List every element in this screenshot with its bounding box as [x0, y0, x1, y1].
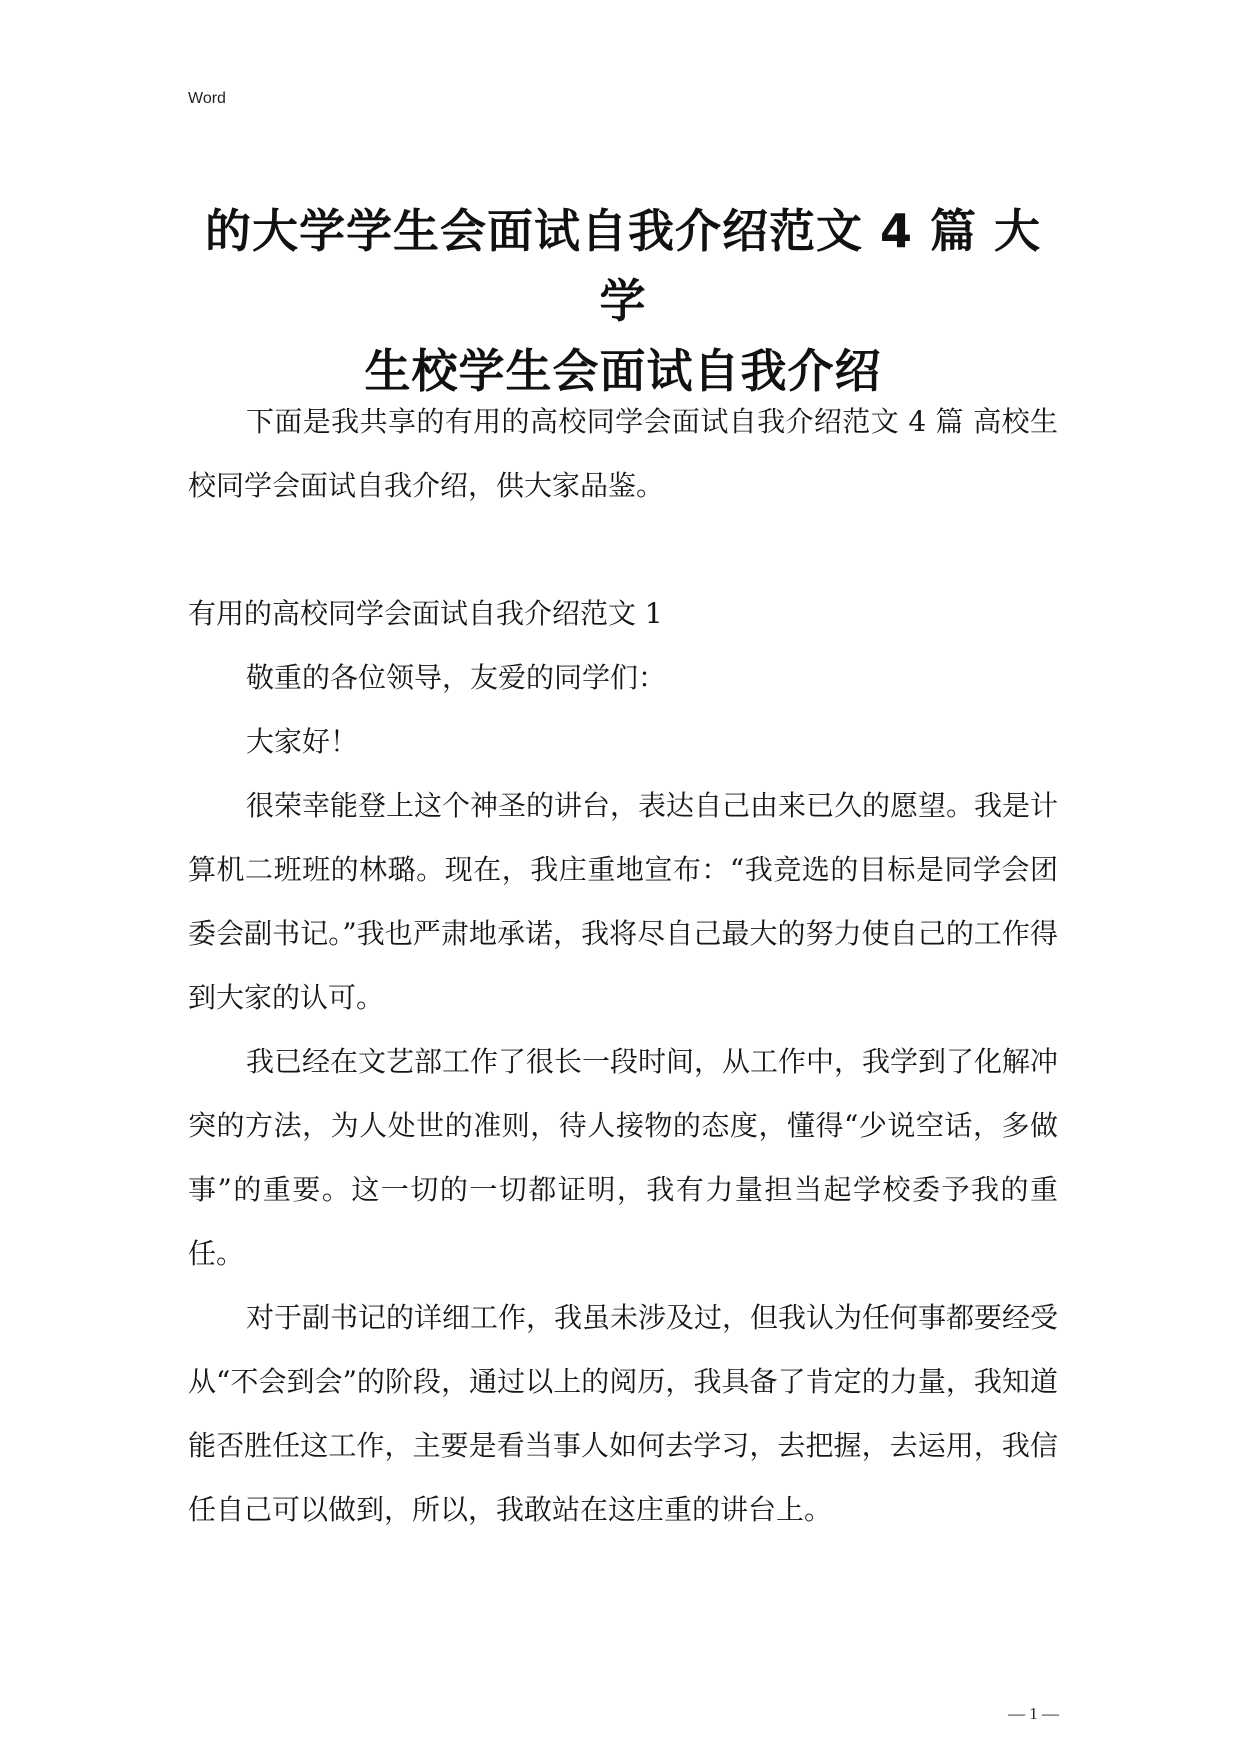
greeting-paragraph: 大家好！ [246, 725, 359, 758]
body-paragraph-3: 对于副书记的详细工作，我虽未涉及过，但我认为任何事都要经受从“不会到会”的阶段，通过以上的阅历，我具备了肯定的力量，我知道能否胜任这工作，主要是看当事人如何去学习，去把握，去运用，我信任自己可以做到，所以，我敢站在这庄重的讲台上。 [188, 1301, 1059, 1526]
title-line-1: 的大学学生会面试自我介绍范文 4 篇 大学 [204, 204, 1042, 328]
body-paragraph-1: 很荣幸能登上这个神圣的讲台，表达自己由来已久的愿望。我是计算机二班班的林璐。现在，我庄重地宣布：“我竞选的目标是同学会团委会副书记。”我也严肃地承诺，我将尽自己最大的努力使自己的工作得到大家的认可。 [188, 789, 1059, 1014]
page-number: — 1 — [1008, 1704, 1059, 1723]
intro-paragraph: 下面是我共享的有用的高校同学会面试自我介绍范文 4 篇 高校生校同学会面试自我介绍，供大家品鉴。 [188, 405, 1058, 502]
document-body [188, 390, 1058, 1542]
section-heading: 有用的高校同学会面试自我介绍范文 1 [188, 597, 663, 630]
title-line-2: 生校学生会面试自我介绍 [364, 344, 882, 398]
header-label: Word [188, 90, 226, 107]
salutation-paragraph: 敬重的各位领导，友爱的同学们： [246, 661, 667, 694]
document-title [188, 196, 1058, 406]
body-paragraph-2: 我已经在文艺部工作了很长一段时间，从工作中，我学到了化解冲突的方法，为人处世的准则，待人接物的态度，懂得“少说空话，多做事”的重要。这一切的一切都证明，我有力量担当起学校委予我的重任。 [188, 1045, 1059, 1270]
